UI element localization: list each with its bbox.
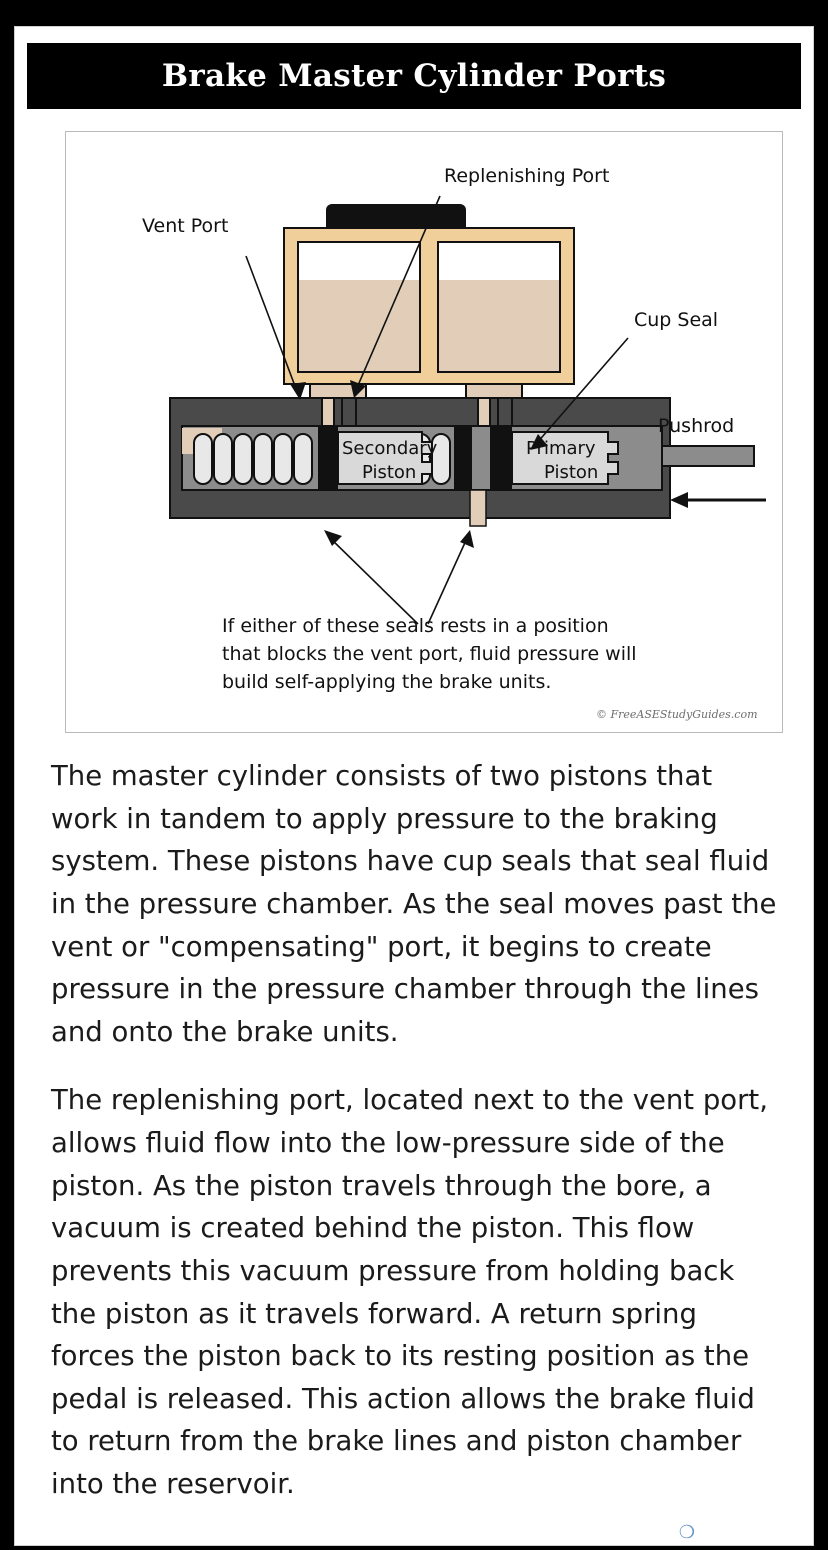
article-page (14, 26, 814, 1546)
label-primary-piston-line2: Piston (544, 462, 599, 483)
article-body (51, 755, 779, 1506)
figure-credit: © FreeASEStudyGuides.com (596, 708, 758, 721)
paragraph-2: The replenishing port, located next to the vent port, allows fluid flow into the low-pressure side of the piston. As the piston travels through the bore, a vacuum is created behind the piston. This flow prevents this vacuum pressure from holding back the piston as it travels forward. A return spring forces the piston back to its resting position as the pedal is released. This action allows the brake fluid to return from the brake lines and piston chamber into the reservoir. (51, 1084, 768, 1500)
page-title: Brake Master Cylinder Ports (161, 58, 667, 94)
label-secondary-piston-line2: Piston (362, 462, 417, 483)
label-replenishing-port: Replenishing Port (444, 165, 610, 187)
scroll-indicator-icon: ❍ (678, 1522, 695, 1543)
page-title-bar (27, 43, 801, 109)
figure-caption-line3: build self-applying the brake units. (222, 671, 552, 693)
label-vent-port: Vent Port (142, 215, 229, 237)
paragraph-1: The master cylinder consists of two pistons that work in tandem to apply pressure to the braking system. These pistons have cup seals that seal fluid in the pressure chamber. As the seal moves past the vent or "compensating" port, it begins to create pressure in the pressure chamber through the lines and onto the brake units. (51, 760, 777, 1048)
label-cup-seal: Cup Seal (634, 309, 719, 331)
label-secondary-piston-line1: Secondary (342, 438, 438, 459)
figure-caption-line1: If either of these seals rests in a position (222, 615, 609, 637)
footer-strip (15, 1519, 813, 1545)
figure-caption-line2: that blocks the vent port, fluid pressure will (222, 643, 637, 665)
diagram-figure (65, 131, 783, 733)
label-pushrod: Pushrod (658, 415, 735, 437)
label-primary-piston-line1: Primary (526, 438, 596, 459)
